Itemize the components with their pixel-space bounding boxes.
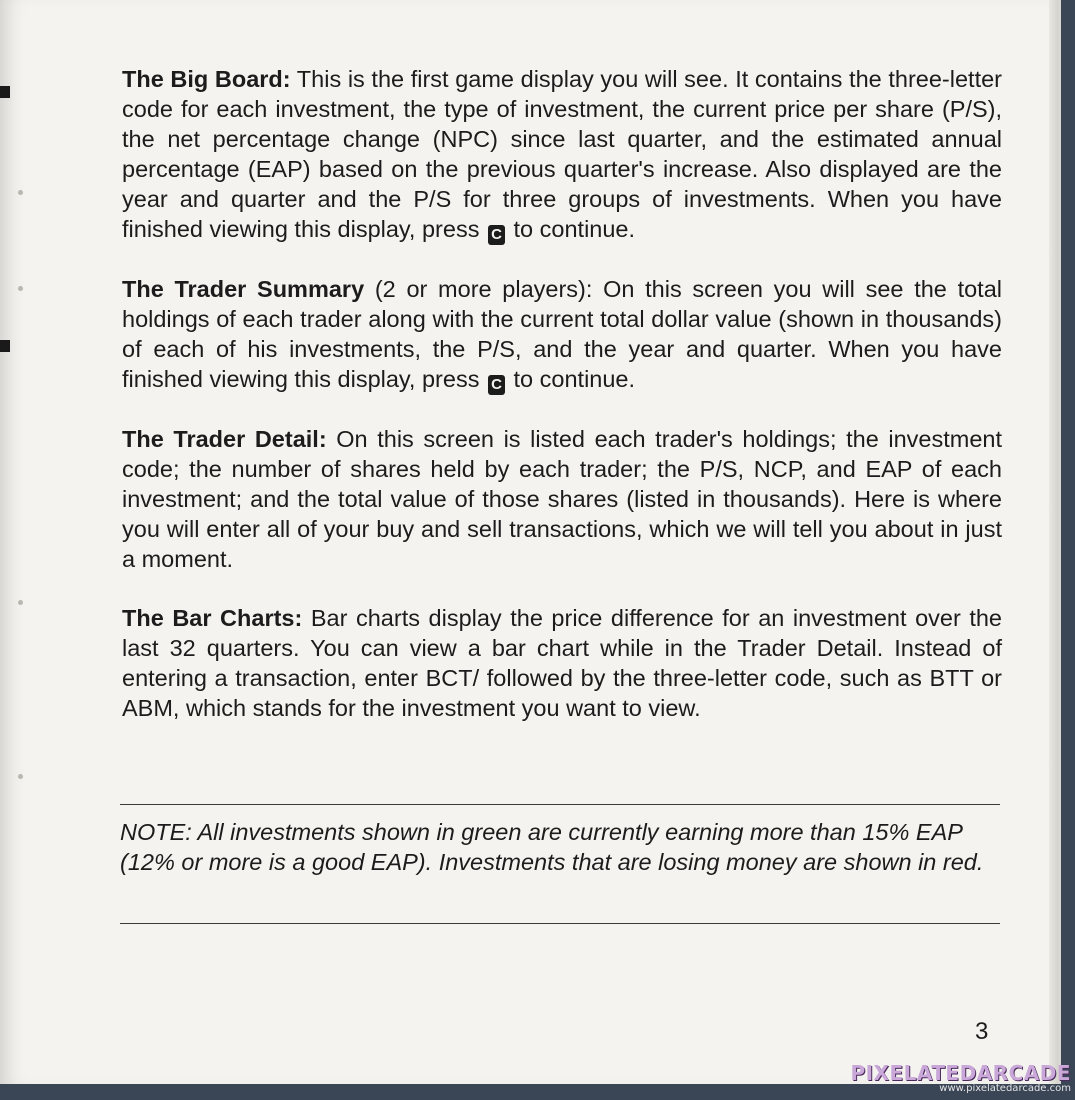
- watermark-title: PIXELATEDARCADE: [850, 1061, 1071, 1085]
- big-board-text-end: to continue.: [507, 216, 636, 242]
- staple-hole: [18, 286, 23, 291]
- trader-detail-paragraph: [122, 424, 1002, 574]
- c-key-icon: C: [488, 375, 505, 395]
- bar-charts-text: Bar charts display the price difference for an investment over the last 32 quarters. You can view a bar chart while in the Trader Detail. Instead of entering a transaction, enter BCT/ followed by the three-letter code, such as BTT or ABM, which stands for the investment you want to view.: [122, 605, 1002, 721]
- page-edge: [1049, 0, 1061, 1084]
- big-board-heading: The Big Board:: [122, 66, 291, 92]
- bar-charts-paragraph: [122, 603, 1002, 723]
- bar-charts-heading: The Bar Charts:: [122, 605, 303, 631]
- staple-hole: [18, 190, 23, 195]
- binding-mark: [0, 86, 10, 98]
- note-text: NOTE: All investments shown in green are currently earning more than 15% EAP (12% or more is a good EAP). Investments that are losing money are shown in red.: [120, 819, 984, 875]
- page-number: 3: [975, 1018, 989, 1045]
- manual-content: [122, 64, 1002, 752]
- note-top-rule: [120, 804, 1000, 805]
- trader-detail-text: On this screen is listed each trader's holdings; the investment code; the number of shares held by each trader; the P/S, NCP, and EAP of each investment; and the total value of those shares (listed in thousands). Here is where you will enter all of your buy and sell transactions, which we will tell you about in just a moment.: [122, 426, 1003, 572]
- trader-summary-paragraph: [122, 274, 1002, 395]
- site-watermark: [850, 1063, 1071, 1094]
- big-board-paragraph: [122, 64, 1002, 245]
- trader-summary-heading: The Trader Summary: [122, 276, 365, 302]
- big-board-text: This is the first game display you will see. It contains the three-letter code for each investment, the type of investment, the current price per share (P/S), the net percentage change (NPC) since last quarter, and the estimated annual percentage (EAP) based on the previous quarter's increase. Also displayed are the year and quarter and the P/S for three groups of investments. When you have finished viewing this display, press: [122, 66, 1002, 242]
- binding-mark: [0, 340, 10, 352]
- trader-summary-text-end: to continue.: [507, 366, 636, 392]
- staple-hole: [18, 600, 23, 605]
- trader-detail-heading: The Trader Detail:: [122, 426, 327, 452]
- note-bottom-rule: [120, 923, 1000, 924]
- c-key-icon: C: [488, 225, 505, 245]
- trader-summary-text: (2 or more players): On this screen you will see the total holdings of each trader along with the current total dollar value (shown in thousands) of each of his investments, the P/S, and the year and quarter. When you have finished viewing this display, press: [122, 276, 1002, 392]
- staple-hole: [18, 774, 23, 779]
- watermark-url: www.pixelatedarcade.com: [939, 1083, 1071, 1094]
